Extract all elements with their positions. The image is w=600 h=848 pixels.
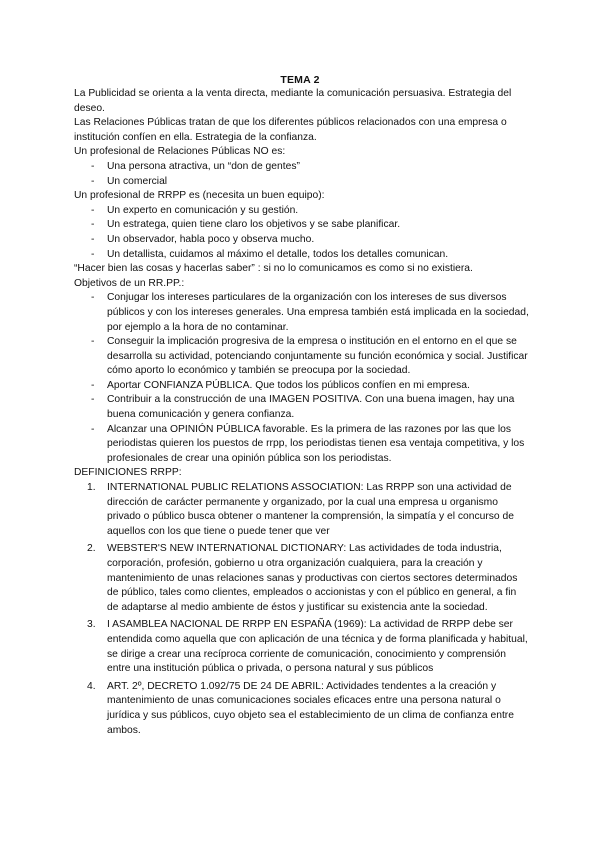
list-item: - Aportar CONFIANZA PÚBLICA. Que todos los públicos confíen en mi empresa.: [74, 379, 530, 394]
list-item: [74, 481, 530, 539]
list-item: - Contribuir a la construcción de una IMAGEN POSITIVA. Con una buena imagen, hay una buena comunicación y genera confianza.: [74, 393, 530, 422]
objetivos-heading: Objetivos de un RR.PP.:: [74, 277, 185, 289]
list-item: [74, 542, 530, 615]
intro-paragraph: Las Relaciones Públicas tratan de que los diferentes públicos relacionados con una empresa o institución confíen en ella. Estrategia de la confianza.: [74, 117, 507, 143]
list-item: - Alcanzar una OPINIÓN PÚBLICA favorable. Es la primera de las razones por las que los periodistas quieren los puestos de rrpp, los periodistas tienen esa ventaja competitiva, y los profesionales de crear una opinión pública son los periodistas.: [74, 423, 530, 467]
list-item: [74, 680, 530, 738]
es-list: [74, 204, 530, 262]
quote-line: “Hacer bien las cosas y hacerlas saber” : si no lo comunicamos es como si no existiera.: [74, 263, 473, 275]
es-heading: Un profesional de RRPP es (necesita un buen equipo):: [74, 190, 325, 202]
definition-text: ART. 2º, DECRETO 1.092/75 DE 24 DE ABRIL: Actividades tendentes a la creación y mantenimiento de unas comunicaciones sociales eficaces entre una persona natural o jurídica y sus públicos, cuyo objeto sea el establecimiento de un clima de confianza entre ambos.: [107, 680, 514, 736]
list-item: - Una persona atractiva, un “don de gentes”: [74, 160, 530, 175]
definiciones-heading: DEFINICIONES RRPP:: [74, 467, 182, 479]
list-item: [74, 618, 530, 676]
document-body: [74, 87, 530, 741]
list-number: 2.: [87, 543, 96, 555]
no-es-heading: Un profesional de Relaciones Públicas NO es:: [74, 146, 286, 158]
list-item: - Conjugar los intereses particulares de la organización con los intereses de sus diversos públicos y con los intereses generales. Una empresa también está implicada en la sociedad, por ejemplo a la hora de no contaminar.: [74, 291, 530, 335]
list-item: - Un estratega, quien tiene claro los objetivos y se sabe planificar.: [74, 218, 530, 233]
list-item: - Un detallista, cuidamos al máximo el detalle, todos los detalles comunican.: [74, 248, 530, 263]
list-number: 1.: [87, 482, 96, 494]
intro-paragraph: La Publicidad se orienta a la venta directa, mediante la comunicación persuasiva. Estrategia del deseo.: [74, 88, 512, 114]
no-es-list: [74, 160, 530, 189]
definition-text: WEBSTER'S NEW INTERNATIONAL DICTIONARY: Las actividades de toda industria, corporación, profesión, gobierno u otra organización cualquiera, para la creación y mantenimiento de unas relaciones sanas y productivas con ciertos sectores determinados de público, tales como clientes, empleados o accionistas y con el público en general, a fin de adaptarse al medio ambiente de éstos y justificar su existencia ante la sociedad.: [107, 543, 518, 613]
definition-text: I ASAMBLEA NACIONAL DE RRPP EN ESPAÑA (1969): La actividad de RRPP debe ser entendida como aquella que con aplicación de una técnica y de forma planificada y habitual, se dirige a crear una recíproca corriente de comunicación, conocimiento y comprensión entre una institución pública o privada, o persona natural y sus públicos: [107, 619, 528, 675]
list-item: - Conseguir la implicación progresiva de la empresa o institución en el entorno en el que se desarrolla su actividad, potenciando conjuntamente su función económica y social. Justificar cómo aporto lo económico y también se preocupa por la sociedad.: [74, 335, 530, 379]
list-item: - Un comercial: [74, 175, 530, 190]
list-item: - Un experto en comunicación y su gestión.: [74, 204, 530, 219]
page-title: TEMA 2: [280, 74, 320, 86]
definiciones-list: [74, 481, 530, 738]
list-item: - Un observador, habla poco y observa mucho.: [74, 233, 530, 248]
definition-text: INTERNATIONAL PUBLIC RELATIONS ASSOCIATION: Las RRPP son una actividad de dirección de carácter permanente y organizado, por la cual una empresa u organismo privado o público busca obtener o mantener la comprensión, la simpatía y el concurso de aquellos con los que tiene o puede tener que ver: [107, 482, 514, 537]
list-number: 3.: [87, 619, 96, 631]
list-number: 4.: [87, 680, 96, 692]
objetivos-list: [74, 291, 530, 466]
